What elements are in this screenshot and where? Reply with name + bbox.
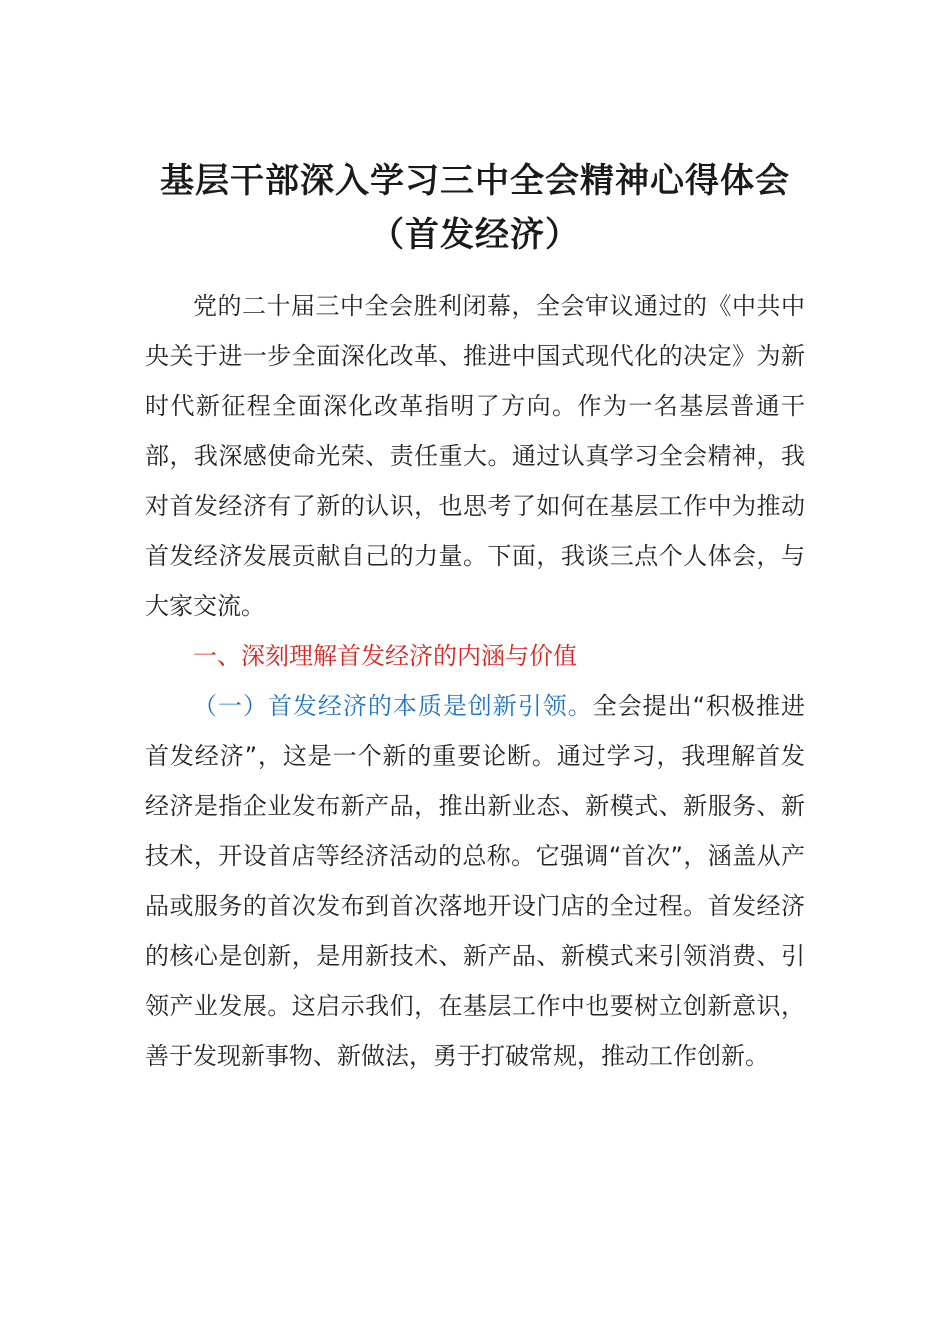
subsection-heading-1: （一）首发经济的本质是创新引领。: [193, 692, 593, 720]
document-body: [145, 281, 805, 1081]
intro-paragraph: 党的二十届三中全会胜利闭幕，全会审议通过的《中共中央关于进一步全面深化改革、推进中国式现代化的决定》为新时代新征程全面深化改革指明了方向。作为一名基层普通干部，我深感使命光荣、责任重大。通过认真学习全会精神，我对首发经济有了新的认识，也思考了如何在基层工作中为推动首发经济发展贡献自己的力量。下面，我谈三点个人体会，与大家交流。: [145, 292, 805, 620]
document-title-line1: 基层干部深入学习三中全会精神心得体会: [160, 161, 790, 201]
subsection-body-1: 全会提出“积极推进首发经济”，这是一个新的重要论断。通过学习，我理解首发经济是指企业发布新产品，推出新业态、新模式、新服务、新技术，开设首店等经济活动的总称。它强调“首次”，涵盖从产品或服务的首次发布到首次落地开设门店的全过程。首发经济的核心是创新，是用新技术、新产品、新模式来引领消费、引领产业发展。这启示我们，在基层工作中也要树立创新意识，善于发现新事物、新做法，勇于打破常规，推动工作创新。: [145, 692, 806, 1070]
section-heading-1: 一、深刻理解首发经济的内涵与价值: [193, 642, 577, 670]
document-title-line2: （首发经济）: [370, 215, 580, 255]
subsection-paragraph-1: [145, 681, 805, 1081]
